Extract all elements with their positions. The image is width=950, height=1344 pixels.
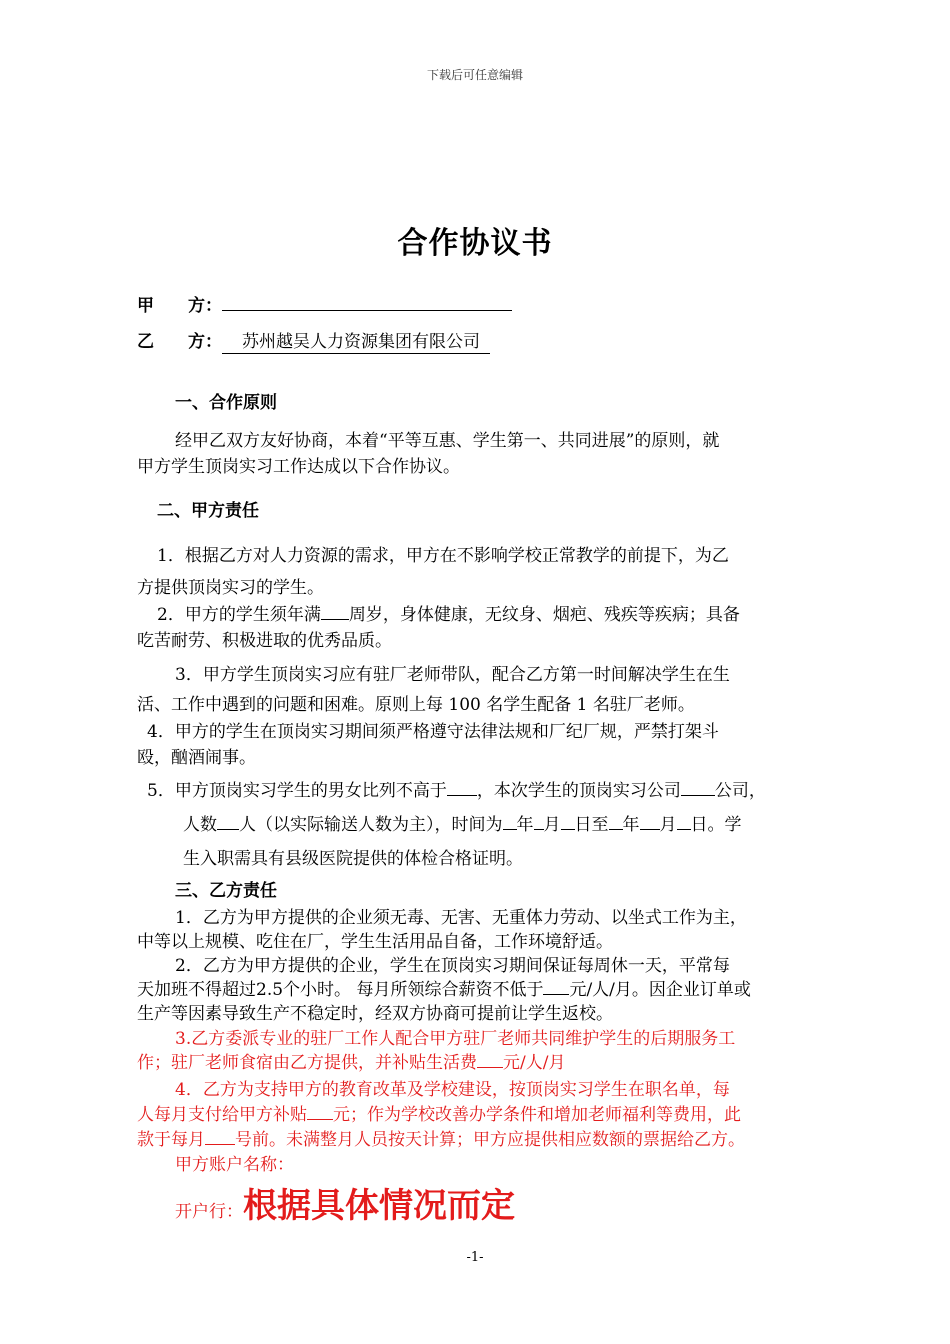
month1-blank	[534, 815, 544, 830]
item5-text-c: 公司，	[714, 781, 766, 801]
page-number: -1-	[466, 1250, 484, 1265]
section1-heading: 一、合作原则	[175, 393, 277, 413]
month2-blank	[640, 815, 660, 830]
section1-line2: 甲方学生顶岗实习工作达成以下合作协议。	[137, 457, 460, 477]
section2-item3-line1: 3．甲方学生顶岗实习应有驻厂老师带队，配合乙方第一时间解决学生在生	[175, 665, 730, 685]
s3-item4-l2-a: 人每月支付给甲方补贴	[137, 1105, 307, 1125]
item5-l2-b: 人（以实际输送人数为主），时间为	[239, 815, 503, 835]
item5-text-a: 5．甲方顶岗实习学生的男女比列不高于	[147, 781, 447, 801]
section3-item2-line1: 2．乙方为甲方提供的企业，学生在顶岗实习期间保证每周休一天，平常每	[175, 956, 730, 976]
section2-item1-line1: 1．根据乙方对人力资源的需求，甲方在不影响学校正常教学的前提下，为乙	[157, 546, 729, 566]
bank-label: 开户行：	[175, 1202, 243, 1222]
section3-item3-line1: 3.乙方委派专业的驻厂工作人配合甲方驻厂老师共同维护学生的后期服务工	[175, 1029, 736, 1049]
day1-blank	[561, 815, 575, 830]
item5-text-b: ，本次学生的顶岗实习公司	[476, 781, 681, 801]
section2-item1-line2: 方提供顶岗实习的学生。	[137, 578, 324, 598]
account-name-label: 甲方账户名称：	[175, 1155, 294, 1175]
bank-note: 根据具体情况而定	[243, 1186, 515, 1226]
salary-blank	[543, 980, 569, 995]
section2-item5-line1	[147, 776, 766, 801]
section3-item2-line2	[137, 975, 751, 1000]
section2-heading: 二、甲方责任	[157, 501, 259, 521]
ratio-blank	[447, 781, 477, 796]
party-b-label: 乙 方：	[137, 332, 222, 352]
section3-item1-line1: 1．乙方为甲方提供的企业须无毒、无害、无重体力劳动、以坐式工作为主，	[175, 908, 747, 928]
year1-blank	[503, 815, 517, 830]
section1-line1: 经甲乙双方友好协商，本着“平等互惠、学生第一、共同进展”的原则，就	[175, 431, 720, 451]
bank-row	[175, 1178, 515, 1227]
s3-item4-l3-a: 款于每月	[137, 1130, 205, 1150]
section3-item3-line2	[137, 1048, 565, 1073]
section3-item4-line3	[137, 1125, 745, 1150]
header-note: 下载后可任意编辑	[426, 68, 523, 82]
section2-item2-line2: 吃苦耐劳、积极进取的优秀品质。	[137, 631, 392, 651]
document-title: 合作协议书	[397, 226, 553, 261]
item5-l2-f: 年	[622, 815, 640, 835]
section2-item2-line1	[157, 600, 740, 625]
party-b-row	[137, 327, 490, 352]
party-a-row	[137, 290, 512, 316]
item5-l2-c: 年	[516, 815, 534, 835]
s3-item4-l2-b: 元；作为学校改善办学条件和增加老师福利等费用，此	[333, 1105, 741, 1125]
item5-l2-a: 人数	[183, 815, 217, 835]
party-b-value: 苏州越吴人力资源集团有限公司	[222, 332, 490, 354]
living-allowance-blank	[477, 1053, 503, 1068]
section3-item4-line2	[137, 1100, 741, 1125]
item5-l2-d: 月	[543, 815, 561, 835]
subsidy-blank	[307, 1105, 333, 1120]
day2-blank	[677, 815, 691, 830]
s3-item3-l2-b: 元/人/月	[503, 1053, 566, 1073]
section3-heading: 三、乙方责任	[175, 881, 277, 901]
section2-item4-line2: 殴，酗酒闹事。	[137, 748, 256, 768]
s3-item3-l2-a: 作；驻厂老师食宿由乙方提供，并补贴生活费	[137, 1053, 477, 1073]
party-a-blank	[222, 290, 512, 311]
section2-item4-line1: 4．甲方的学生在顶岗实习期间须严格遵守法律法规和厂纪厂规，严禁打架斗	[147, 722, 719, 742]
section2-item5-line2	[183, 810, 742, 835]
count-blank	[217, 815, 239, 830]
item5-l2-e: 日至	[574, 815, 609, 835]
payday-blank	[205, 1130, 235, 1145]
section2-item2-text-b: 周岁，身体健康，无纹身、烟疤、残疾等疾病；具备	[348, 605, 740, 625]
s3-item2-l2-a: 天加班不得超过2.5个小时。 每月所领综合薪资不低于	[137, 980, 544, 1000]
company-blank	[681, 781, 715, 796]
section2-item3-line2: 活、工作中遇到的问题和困难。原则上每 100 名学生配备 1 名驻厂老师。	[137, 695, 695, 715]
item5-l2-h: 日。学	[690, 815, 742, 835]
year2-blank	[609, 815, 623, 830]
section3-item2-line3: 生产等因素导致生产不稳定时，经双方协商可提前让学生返校。	[137, 1004, 613, 1024]
s3-item4-l3-b: 号前。未满整月人员按天计算；甲方应提供相应数额的票据给乙方。	[235, 1130, 745, 1150]
party-a-label: 甲 方：	[137, 296, 222, 316]
s3-item2-l2-b: 元/人/月。因企业订单或	[569, 980, 751, 1000]
section3-item4-line1: 4．乙方为支持甲方的教育改革及学校建设，按顶岗实习学生在职名单，每	[175, 1080, 730, 1100]
section3-item1-line2: 中等以上规模、吃住在厂，学生生活用品自备，工作环境舒适。	[137, 932, 613, 952]
section2-item5-line3: 生入职需具有县级医院提供的体检合格证明。	[183, 849, 523, 869]
section2-item2-text-a: 2．甲方的学生须年满	[157, 605, 321, 625]
item5-l2-g: 月	[659, 815, 677, 835]
age-blank	[321, 605, 349, 620]
